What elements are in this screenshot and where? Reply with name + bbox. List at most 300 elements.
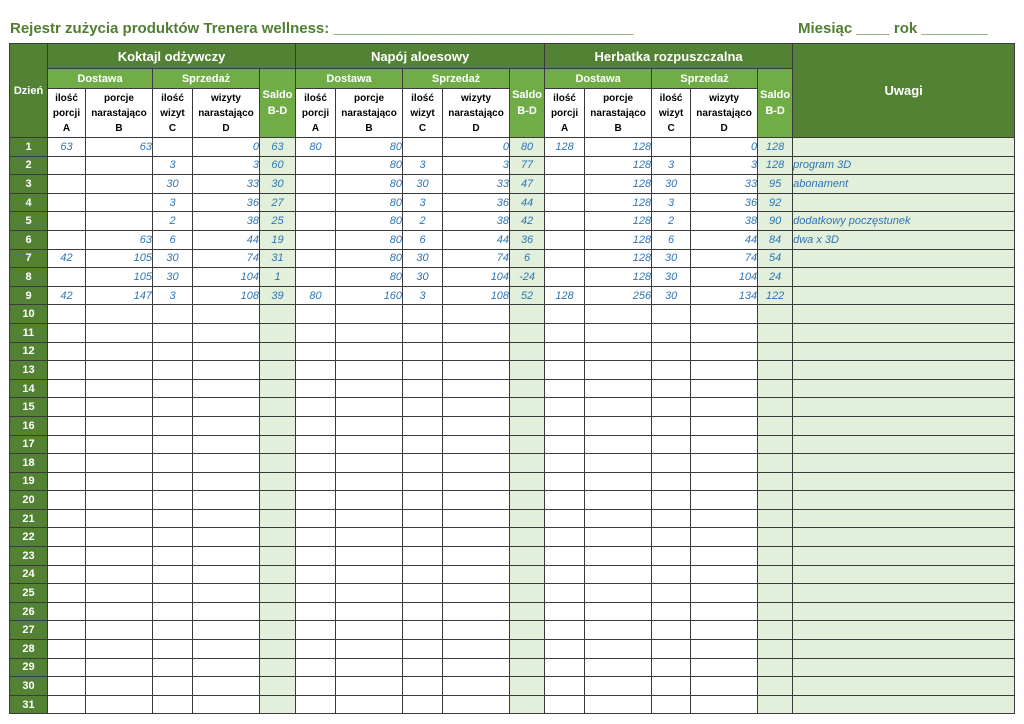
cell-k-saldo[interactable]: 39 <box>260 286 296 305</box>
cell-k-saldo[interactable]: 1 <box>260 268 296 287</box>
cell-h-b[interactable]: 128 <box>585 138 652 157</box>
cell-n-c[interactable] <box>403 435 443 454</box>
cell-n-d[interactable] <box>443 509 510 528</box>
cell-h-d[interactable] <box>691 565 758 584</box>
cell-k-c[interactable] <box>153 565 193 584</box>
cell-k-b[interactable] <box>86 305 153 324</box>
cell-h-a[interactable] <box>545 695 585 714</box>
cell-h-d[interactable] <box>691 602 758 621</box>
cell-k-a[interactable] <box>48 342 86 361</box>
cell-h-a[interactable] <box>545 528 585 547</box>
cell-n-saldo[interactable]: 77 <box>510 156 545 175</box>
cell-h-b[interactable] <box>585 323 652 342</box>
cell-h-b[interactable] <box>585 565 652 584</box>
cell-h-b[interactable] <box>585 547 652 566</box>
cell-k-a[interactable] <box>48 547 86 566</box>
cell-h-saldo[interactable] <box>758 621 793 640</box>
cell-n-b[interactable] <box>336 547 403 566</box>
cell-k-b[interactable] <box>86 658 153 677</box>
notes-cell[interactable] <box>793 398 1015 417</box>
cell-h-c[interactable] <box>652 695 691 714</box>
cell-n-d[interactable] <box>443 602 510 621</box>
cell-h-b[interactable] <box>585 342 652 361</box>
cell-h-d[interactable]: 134 <box>691 286 758 305</box>
cell-h-saldo[interactable] <box>758 565 793 584</box>
cell-h-c[interactable] <box>652 305 691 324</box>
cell-n-saldo[interactable] <box>510 621 545 640</box>
cell-n-d[interactable] <box>443 565 510 584</box>
cell-h-b[interactable] <box>585 584 652 603</box>
notes-cell[interactable] <box>793 379 1015 398</box>
cell-k-saldo[interactable] <box>260 695 296 714</box>
cell-n-b[interactable] <box>336 305 403 324</box>
cell-k-c[interactable] <box>153 398 193 417</box>
cell-k-saldo[interactable]: 25 <box>260 212 296 231</box>
cell-n-c[interactable] <box>403 584 443 603</box>
cell-h-b[interactable] <box>585 658 652 677</box>
cell-h-c[interactable] <box>652 584 691 603</box>
cell-k-saldo[interactable]: 19 <box>260 230 296 249</box>
notes-cell[interactable] <box>793 361 1015 380</box>
cell-k-a[interactable] <box>48 640 86 659</box>
cell-n-c[interactable]: 30 <box>403 249 443 268</box>
notes-cell[interactable] <box>793 454 1015 473</box>
cell-k-saldo[interactable] <box>260 528 296 547</box>
cell-h-a[interactable] <box>545 621 585 640</box>
cell-h-a[interactable] <box>545 342 585 361</box>
cell-h-b[interactable] <box>585 472 652 491</box>
cell-k-b[interactable]: 63 <box>86 230 153 249</box>
cell-n-a[interactable] <box>296 491 336 510</box>
cell-n-b[interactable] <box>336 565 403 584</box>
cell-n-saldo[interactable] <box>510 565 545 584</box>
cell-h-d[interactable] <box>691 547 758 566</box>
cell-k-d[interactable] <box>193 584 260 603</box>
cell-k-d[interactable] <box>193 472 260 491</box>
cell-h-saldo[interactable]: 24 <box>758 268 793 287</box>
cell-h-saldo[interactable] <box>758 677 793 696</box>
cell-k-a[interactable] <box>48 695 86 714</box>
cell-k-d[interactable]: 0 <box>193 138 260 157</box>
cell-n-a[interactable] <box>296 602 336 621</box>
cell-k-d[interactable] <box>193 695 260 714</box>
cell-n-saldo[interactable] <box>510 584 545 603</box>
cell-h-c[interactable] <box>652 342 691 361</box>
cell-h-a[interactable] <box>545 305 585 324</box>
notes-cell[interactable]: abonament <box>793 175 1015 194</box>
cell-k-d[interactable]: 74 <box>193 249 260 268</box>
cell-h-saldo[interactable] <box>758 323 793 342</box>
cell-h-b[interactable]: 128 <box>585 175 652 194</box>
cell-h-d[interactable]: 36 <box>691 193 758 212</box>
notes-cell[interactable] <box>793 193 1015 212</box>
cell-h-a[interactable] <box>545 193 585 212</box>
cell-n-a[interactable] <box>296 193 336 212</box>
cell-n-c[interactable]: 30 <box>403 268 443 287</box>
cell-h-b[interactable]: 128 <box>585 156 652 175</box>
cell-n-c[interactable] <box>403 138 443 157</box>
cell-n-b[interactable] <box>336 677 403 696</box>
cell-h-b[interactable] <box>585 305 652 324</box>
cell-k-c[interactable] <box>153 695 193 714</box>
cell-k-b[interactable] <box>86 584 153 603</box>
cell-n-c[interactable] <box>403 602 443 621</box>
cell-h-saldo[interactable] <box>758 454 793 473</box>
cell-n-a[interactable] <box>296 305 336 324</box>
cell-k-a[interactable] <box>48 491 86 510</box>
cell-k-a[interactable] <box>48 509 86 528</box>
cell-k-c[interactable] <box>153 472 193 491</box>
notes-cell[interactable] <box>793 565 1015 584</box>
notes-cell[interactable] <box>793 621 1015 640</box>
cell-n-b[interactable] <box>336 640 403 659</box>
cell-n-a[interactable] <box>296 342 336 361</box>
cell-n-d[interactable]: 44 <box>443 230 510 249</box>
cell-h-saldo[interactable] <box>758 658 793 677</box>
cell-n-d[interactable]: 38 <box>443 212 510 231</box>
cell-h-b[interactable] <box>585 454 652 473</box>
cell-h-saldo[interactable] <box>758 305 793 324</box>
cell-n-c[interactable] <box>403 528 443 547</box>
cell-h-d[interactable] <box>691 305 758 324</box>
cell-k-a[interactable] <box>48 584 86 603</box>
notes-cell[interactable] <box>793 528 1015 547</box>
cell-k-d[interactable] <box>193 602 260 621</box>
cell-k-b[interactable] <box>86 565 153 584</box>
cell-n-c[interactable] <box>403 398 443 417</box>
cell-h-saldo[interactable]: 84 <box>758 230 793 249</box>
cell-k-b[interactable] <box>86 695 153 714</box>
cell-n-c[interactable]: 3 <box>403 193 443 212</box>
cell-k-saldo[interactable]: 60 <box>260 156 296 175</box>
cell-n-b[interactable] <box>336 416 403 435</box>
cell-n-saldo[interactable] <box>510 305 545 324</box>
cell-h-d[interactable] <box>691 416 758 435</box>
cell-k-d[interactable] <box>193 416 260 435</box>
cell-k-saldo[interactable] <box>260 435 296 454</box>
cell-n-saldo[interactable] <box>510 677 545 696</box>
cell-h-c[interactable] <box>652 435 691 454</box>
cell-k-saldo[interactable]: 31 <box>260 249 296 268</box>
cell-h-b[interactable] <box>585 528 652 547</box>
cell-k-a[interactable]: 63 <box>48 138 86 157</box>
cell-n-d[interactable] <box>443 677 510 696</box>
notes-cell[interactable]: dodatkowy poczęstunek <box>793 212 1015 231</box>
cell-h-b[interactable] <box>585 640 652 659</box>
cell-n-c[interactable] <box>403 491 443 510</box>
cell-h-saldo[interactable] <box>758 584 793 603</box>
cell-k-c[interactable] <box>153 658 193 677</box>
cell-n-c[interactable] <box>403 323 443 342</box>
cell-k-c[interactable]: 3 <box>153 193 193 212</box>
cell-n-saldo[interactable]: -24 <box>510 268 545 287</box>
cell-h-a[interactable] <box>545 156 585 175</box>
cell-k-d[interactable] <box>193 640 260 659</box>
cell-n-a[interactable] <box>296 695 336 714</box>
cell-n-saldo[interactable] <box>510 323 545 342</box>
cell-h-d[interactable] <box>691 398 758 417</box>
cell-k-saldo[interactable] <box>260 454 296 473</box>
cell-k-saldo[interactable] <box>260 602 296 621</box>
cell-n-c[interactable] <box>403 454 443 473</box>
cell-h-a[interactable] <box>545 435 585 454</box>
notes-cell[interactable] <box>793 249 1015 268</box>
notes-cell[interactable] <box>793 472 1015 491</box>
notes-cell[interactable] <box>793 323 1015 342</box>
cell-h-d[interactable] <box>691 677 758 696</box>
cell-h-b[interactable] <box>585 398 652 417</box>
cell-k-b[interactable] <box>86 640 153 659</box>
cell-k-a[interactable] <box>48 416 86 435</box>
cell-k-a[interactable] <box>48 565 86 584</box>
cell-k-a[interactable] <box>48 454 86 473</box>
cell-n-b[interactable] <box>336 323 403 342</box>
cell-k-d[interactable]: 3 <box>193 156 260 175</box>
cell-h-d[interactable]: 3 <box>691 156 758 175</box>
cell-n-d[interactable] <box>443 454 510 473</box>
cell-h-b[interactable] <box>585 677 652 696</box>
cell-n-d[interactable] <box>443 547 510 566</box>
cell-h-a[interactable] <box>545 509 585 528</box>
cell-h-b[interactable]: 256 <box>585 286 652 305</box>
cell-k-d[interactable] <box>193 361 260 380</box>
cell-n-b[interactable]: 80 <box>336 212 403 231</box>
cell-h-d[interactable]: 0 <box>691 138 758 157</box>
cell-k-b[interactable] <box>86 175 153 194</box>
cell-n-d[interactable] <box>443 361 510 380</box>
cell-k-d[interactable] <box>193 435 260 454</box>
cell-h-b[interactable]: 128 <box>585 193 652 212</box>
cell-k-d[interactable] <box>193 398 260 417</box>
cell-n-d[interactable] <box>443 398 510 417</box>
cell-h-d[interactable]: 38 <box>691 212 758 231</box>
cell-k-saldo[interactable] <box>260 547 296 566</box>
cell-n-d[interactable] <box>443 695 510 714</box>
cell-n-b[interactable] <box>336 435 403 454</box>
cell-n-c[interactable] <box>403 565 443 584</box>
cell-n-saldo[interactable]: 47 <box>510 175 545 194</box>
cell-k-a[interactable] <box>48 398 86 417</box>
notes-cell[interactable] <box>793 677 1015 696</box>
cell-h-c[interactable]: 3 <box>652 156 691 175</box>
cell-k-c[interactable] <box>153 379 193 398</box>
cell-h-b[interactable] <box>585 491 652 510</box>
cell-k-c[interactable] <box>153 584 193 603</box>
cell-n-d[interactable]: 104 <box>443 268 510 287</box>
cell-h-a[interactable] <box>545 268 585 287</box>
cell-k-b[interactable] <box>86 472 153 491</box>
cell-h-b[interactable] <box>585 621 652 640</box>
cell-k-d[interactable] <box>193 528 260 547</box>
cell-n-a[interactable] <box>296 435 336 454</box>
cell-k-saldo[interactable] <box>260 491 296 510</box>
cell-h-saldo[interactable] <box>758 509 793 528</box>
cell-k-b[interactable] <box>86 602 153 621</box>
cell-h-b[interactable] <box>585 509 652 528</box>
cell-k-c[interactable]: 30 <box>153 249 193 268</box>
cell-k-a[interactable] <box>48 230 86 249</box>
cell-h-a[interactable] <box>545 175 585 194</box>
cell-k-saldo[interactable] <box>260 584 296 603</box>
cell-k-d[interactable] <box>193 305 260 324</box>
cell-h-saldo[interactable]: 90 <box>758 212 793 231</box>
cell-h-saldo[interactable]: 92 <box>758 193 793 212</box>
cell-k-a[interactable] <box>48 677 86 696</box>
cell-h-b[interactable]: 128 <box>585 249 652 268</box>
cell-k-c[interactable]: 30 <box>153 268 193 287</box>
cell-k-b[interactable]: 63 <box>86 138 153 157</box>
cell-h-c[interactable] <box>652 621 691 640</box>
cell-h-d[interactable] <box>691 658 758 677</box>
cell-k-b[interactable] <box>86 212 153 231</box>
cell-n-d[interactable] <box>443 472 510 491</box>
cell-n-saldo[interactable]: 44 <box>510 193 545 212</box>
cell-n-c[interactable] <box>403 621 443 640</box>
cell-n-c[interactable]: 2 <box>403 212 443 231</box>
cell-k-d[interactable]: 104 <box>193 268 260 287</box>
cell-n-saldo[interactable]: 6 <box>510 249 545 268</box>
cell-n-a[interactable]: 80 <box>296 138 336 157</box>
cell-k-b[interactable] <box>86 398 153 417</box>
cell-n-a[interactable]: 80 <box>296 286 336 305</box>
notes-cell[interactable] <box>793 342 1015 361</box>
cell-k-c[interactable]: 3 <box>153 286 193 305</box>
cell-h-saldo[interactable] <box>758 491 793 510</box>
cell-k-c[interactable]: 3 <box>153 156 193 175</box>
cell-k-d[interactable]: 33 <box>193 175 260 194</box>
cell-n-saldo[interactable] <box>510 491 545 510</box>
cell-h-d[interactable]: 33 <box>691 175 758 194</box>
cell-k-d[interactable] <box>193 565 260 584</box>
cell-h-a[interactable] <box>545 565 585 584</box>
cell-k-b[interactable] <box>86 528 153 547</box>
notes-cell[interactable] <box>793 695 1015 714</box>
notes-cell[interactable] <box>793 435 1015 454</box>
cell-n-d[interactable]: 33 <box>443 175 510 194</box>
cell-h-saldo[interactable]: 128 <box>758 156 793 175</box>
cell-n-c[interactable] <box>403 416 443 435</box>
cell-n-d[interactable] <box>443 640 510 659</box>
cell-k-a[interactable]: 42 <box>48 249 86 268</box>
cell-n-d[interactable] <box>443 658 510 677</box>
cell-n-saldo[interactable] <box>510 342 545 361</box>
cell-n-saldo[interactable] <box>510 602 545 621</box>
cell-n-saldo[interactable] <box>510 435 545 454</box>
cell-n-b[interactable] <box>336 342 403 361</box>
cell-k-d[interactable]: 108 <box>193 286 260 305</box>
cell-k-c[interactable] <box>153 361 193 380</box>
cell-n-b[interactable] <box>336 379 403 398</box>
cell-k-a[interactable] <box>48 528 86 547</box>
cell-h-c[interactable]: 30 <box>652 249 691 268</box>
cell-k-d[interactable] <box>193 379 260 398</box>
cell-n-c[interactable] <box>403 379 443 398</box>
cell-k-saldo[interactable]: 63 <box>260 138 296 157</box>
cell-h-d[interactable] <box>691 695 758 714</box>
cell-h-saldo[interactable] <box>758 695 793 714</box>
cell-n-a[interactable] <box>296 379 336 398</box>
cell-n-b[interactable] <box>336 621 403 640</box>
cell-k-saldo[interactable] <box>260 472 296 491</box>
cell-k-d[interactable]: 36 <box>193 193 260 212</box>
cell-k-b[interactable]: 147 <box>86 286 153 305</box>
cell-n-a[interactable] <box>296 658 336 677</box>
cell-h-c[interactable]: 2 <box>652 212 691 231</box>
cell-h-a[interactable] <box>545 212 585 231</box>
cell-h-c[interactable] <box>652 677 691 696</box>
cell-k-d[interactable] <box>193 454 260 473</box>
cell-n-c[interactable] <box>403 658 443 677</box>
cell-n-d[interactable] <box>443 323 510 342</box>
cell-n-saldo[interactable]: 52 <box>510 286 545 305</box>
cell-k-b[interactable] <box>86 323 153 342</box>
notes-cell[interactable] <box>793 305 1015 324</box>
cell-n-b[interactable]: 160 <box>336 286 403 305</box>
cell-h-a[interactable] <box>545 584 585 603</box>
cell-k-b[interactable] <box>86 454 153 473</box>
cell-h-a[interactable] <box>545 249 585 268</box>
cell-h-d[interactable] <box>691 342 758 361</box>
cell-n-b[interactable]: 80 <box>336 156 403 175</box>
cell-k-d[interactable] <box>193 491 260 510</box>
cell-n-saldo[interactable] <box>510 454 545 473</box>
cell-k-c[interactable] <box>153 621 193 640</box>
cell-n-a[interactable] <box>296 156 336 175</box>
cell-h-a[interactable] <box>545 640 585 659</box>
cell-k-saldo[interactable] <box>260 509 296 528</box>
cell-n-saldo[interactable] <box>510 416 545 435</box>
cell-h-saldo[interactable]: 122 <box>758 286 793 305</box>
cell-n-c[interactable] <box>403 695 443 714</box>
cell-k-saldo[interactable]: 30 <box>260 175 296 194</box>
cell-h-d[interactable]: 44 <box>691 230 758 249</box>
cell-h-saldo[interactable] <box>758 342 793 361</box>
cell-n-d[interactable]: 74 <box>443 249 510 268</box>
cell-n-d[interactable] <box>443 435 510 454</box>
cell-h-a[interactable] <box>545 398 585 417</box>
cell-k-c[interactable] <box>153 305 193 324</box>
cell-h-b[interactable] <box>585 416 652 435</box>
cell-h-d[interactable]: 74 <box>691 249 758 268</box>
cell-h-a[interactable]: 128 <box>545 138 585 157</box>
cell-k-d[interactable] <box>193 323 260 342</box>
cell-n-saldo[interactable]: 42 <box>510 212 545 231</box>
notes-cell[interactable] <box>793 286 1015 305</box>
cell-h-a[interactable] <box>545 677 585 696</box>
cell-k-c[interactable] <box>153 342 193 361</box>
cell-h-b[interactable] <box>585 695 652 714</box>
cell-h-b[interactable] <box>585 435 652 454</box>
cell-k-saldo[interactable] <box>260 416 296 435</box>
cell-h-d[interactable]: 104 <box>691 268 758 287</box>
cell-h-c[interactable]: 3 <box>652 193 691 212</box>
cell-n-saldo[interactable] <box>510 398 545 417</box>
cell-n-a[interactable] <box>296 268 336 287</box>
cell-h-a[interactable] <box>545 230 585 249</box>
cell-h-a[interactable] <box>545 658 585 677</box>
cell-h-b[interactable]: 128 <box>585 230 652 249</box>
cell-n-saldo[interactable] <box>510 379 545 398</box>
cell-n-a[interactable] <box>296 416 336 435</box>
cell-n-saldo[interactable] <box>510 640 545 659</box>
cell-k-saldo[interactable] <box>260 361 296 380</box>
cell-h-a[interactable] <box>545 379 585 398</box>
cell-k-c[interactable] <box>153 602 193 621</box>
cell-k-c[interactable]: 6 <box>153 230 193 249</box>
cell-n-b[interactable] <box>336 602 403 621</box>
cell-h-a[interactable] <box>545 323 585 342</box>
cell-n-c[interactable] <box>403 361 443 380</box>
